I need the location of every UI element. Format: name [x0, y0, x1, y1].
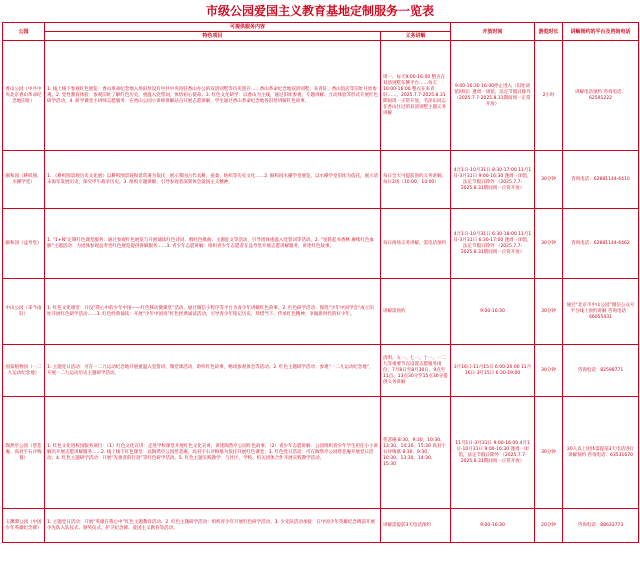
volunteer-cell: 慈悲庵 8:30、9:30、10:30、13:30、14:30、15:30 高君宇石评梅墓 8:30、9:30、10:30、13:30、14:30、15:30	[381, 397, 451, 509]
contact-cell: 咨询电话：88633773	[563, 509, 639, 543]
table-row	[3, 209, 639, 279]
volunteer-cell: 讲解需提前3天电话预约	[381, 509, 451, 543]
open-time-cell: 4月1日-10月31日 8:30-17:00 11月1日-3月31日 9:00-16:30 逢周一闭馆，法定节假日除外 （2025.7.7-2025.8.31期间周一正常开放）	[451, 151, 535, 209]
duration-cell: 30分钟	[535, 397, 563, 509]
header-contact: 讲解预约的平台及咨询电话	[563, 23, 639, 41]
park-cell: 玉渊潭公园（中国少年英雄纪念碑）	[3, 509, 45, 543]
volunteer-cell: 清明、五一、七一、十一、一二九等重要节点设置志愿服务岗位，7月8日至8月30日、9点至11点、13点30分至15点30分提供义务讲解	[381, 345, 451, 397]
park-cell: 陶然亭公园（慈悲庵、高君宇石评梅墓）	[3, 397, 45, 509]
feature-cell: 1. 主题党日活动：可在一二九运动纪念地开展重温入党誓词、微党课活动，聆听红色故事，畅谈参观体会等活动。2. 红色主题研学活动：参观“一二九运动纪念地”，开展一二九运动历史主题研学活动。	[45, 345, 381, 397]
volunteer-cell: 每日全天可提前预约义务讲解，每日2场（10:00、14:00）	[381, 151, 451, 209]
duration-cell: 30分钟	[535, 279, 563, 345]
feature-cell: 1. 主题党日活动：开展“英雄在我心中”红色主题教育活动。2. 红色主题研学活动：组织青少年开展红色研学活动。3. 少先队活动承接：在中国少年英雄纪念碑前开展少先队入队仪式、颁奖仪式、护卫纪念碑、爱国主义教育等活动。	[45, 509, 381, 543]
open-time-cell: 9:00-16:30	[451, 279, 535, 345]
duration-cell: 2小时	[535, 41, 563, 151]
table-row	[3, 279, 639, 345]
duration-cell: 20分钟	[535, 509, 563, 543]
table-row	[3, 345, 639, 397]
open-time-cell: 3月16日-11月15日 6:00-20:00 11月16日-3月15日 6:30-19:00	[451, 345, 535, 397]
table-row	[3, 397, 639, 509]
table-row	[3, 509, 639, 543]
header-group: 可提供服务内容	[45, 23, 451, 32]
feature-cell: 1. 《耕织图景观历史文化展》以耕织图景观和延赏斋为依托，展示我国古代农耕、蚕桑、纺织等历史文化……2. 颐和园水操学堂展览，以水操学堂旧址为依托，展示清末海军发展历史，探究甲午战争历史。3. 组织专题讲解，引导参观者深刻体会爱国主义精神。	[45, 151, 381, 209]
open-time-cell: 9:00-16:30 16:00停止进入（旧址闭馆时间）逢周一闭馆，法定节假日除外 （2025.7.7-2025.8.31期间周一正常开放）	[451, 41, 535, 151]
contact-cell: 20人以上团体需提前3天电话进行讲解预约 咨询电话：63531670	[563, 397, 639, 509]
table-row	[3, 41, 639, 151]
volunteer-cell: 周一、每天9:00-16:00 整点在双清别墅东侧平台……每天10:00-16:00 整点在来青轩……，2025.7.7-2025.8.31期间周一正常开放，毛泽东同志在香山住过的双清别墅主题义务讲解	[381, 41, 451, 151]
table-row	[3, 151, 639, 209]
park-cell: 中山公园（来今雨轩）	[3, 279, 45, 345]
contact-cell: 咨询电话：62881144-6410	[563, 151, 639, 209]
page-title: 市级公园爱国主义教育基地定制服务一览表	[205, 4, 434, 18]
feature-cell: 1. 红色文化进校园服务项目：（1）红色文化宣讲：走进学校课堂开展红色文化宣讲，讲述陶然亭公园红色故事；（2）青少年志愿讲解：公园组织青少年学生担任小小讲解员开展志愿讲解服务……2. 线上线下红色课堂：以陶然亭公园慈悲庵、高君宇石评梅墓为依托开展红色课堂；3. 红色党日活动：可在陶然亭公园慈悲庵开展党日活动；4. 红色主题研学活动：开展“先驱者的行迹”等红色研学活动。5. 红色主题实践教学：与社区、学校、机关团体合作开展实践教学活动。	[45, 397, 381, 509]
volunteer-cell: 每日两场义务讲解，需电话预约	[381, 209, 451, 279]
open-time-cell: 4月1日-10月31日 6:30-18:00 11月1日-3月31日 6:30-17:00 逢周一闭馆，法定节假日除外 （2025.7.7-2025.8.31期间周一正常开放）	[451, 209, 535, 279]
open-time-cell: 9:00-16:30	[451, 509, 535, 543]
open-time-cell: 11月1日-3月31日 9:00-16:00 4月1日-10月31日 9:00-16:30 逢周一闭馆，法定节假日除外 （2025.7.7-2025.8.31期间周一正常开放）	[451, 397, 535, 509]
header-open-time: 开放时间	[451, 23, 535, 41]
duration-cell: 30分钟	[535, 151, 563, 209]
feature-cell: 1. 线上线下参观红色展览：香山革命纪念地入场旧址设有中共中央进驻香山办公的双清别墅等历史遗存……香山革命纪念地双清别墅、来青轩、香山饭店等旧址开放参观。2. 党性教育体验：参观旧址了解红色历史，重温入党誓词，体悟初心使命。3. 红色文化研学：以香山为主线，通过旧址参观、专题讲解、互动体验等形式开展红色研学活动。4. 研学课堂小讲师志愿服务：在香山公园小讲师讲解站点开展志愿讲解，学生通过香山革命纪念地各旧址讲解红色故事。	[45, 41, 381, 151]
duration-cell: 30分钟	[535, 209, 563, 279]
feature-cell: 1. “1+N”定制红色课堂服务：通过参观红色展览与开展诵读红色诗词、唱红色歌曲、主题征文等活动，引导团体重温入党誓词等活动。2. “星晨起书香林 赓续红色血脉”主题活动：为团体参观益寿堂红色展览提供讲解服务……3. 青少年志愿讲解：组织青少年志愿者在益寿堂开展志愿讲解服务，讲述红色故事。	[45, 209, 381, 279]
header-park: 公园	[3, 23, 45, 41]
volunteer-cell: 讲解需预约	[381, 279, 451, 345]
header-feature: 特色项目	[45, 32, 381, 41]
feature-cell: 1. 红色文化课堂：开设“我心中的少年中国——红色移动微课堂”活动，通过微信小程序等平台为青少年讲解红色故事。2. 红色研学活动：围绕“少年中国学会”成立旧址开展红色研学活动……3. 红色经典诵读：开展“少年中国说”红色经典诵读活动，引导青少年铭记历史、珍惜当下、传承红色精神，争做新时代的好少年。	[45, 279, 381, 345]
contact-cell: 讲解电话预约 咨询电话：62591222	[563, 41, 639, 151]
service-table	[2, 22, 639, 543]
contact-cell: 通过“北京市中山公园”微信公众号平台线上预约讲解 咨询电话：66055431	[563, 279, 639, 345]
park-cell: 颐和园（益寿堂）	[3, 209, 45, 279]
park-cell: 香山公园（中共中央北京香山革命纪念地旧址）	[3, 41, 45, 151]
park-cell: 国家植物园（一二九运动纪念地）	[3, 345, 45, 397]
contact-cell: 咨询电话：62881144-6462	[563, 209, 639, 279]
header-volunteer: 义务讲解	[381, 32, 451, 41]
header-row-1	[3, 23, 639, 32]
contact-cell: 咨询电话：82598771	[563, 345, 639, 397]
header-duration: 游览时长	[535, 23, 563, 41]
park-cell: 颐和园（耕织图、水操学堂）	[3, 151, 45, 209]
duration-cell: 30分钟	[535, 345, 563, 397]
